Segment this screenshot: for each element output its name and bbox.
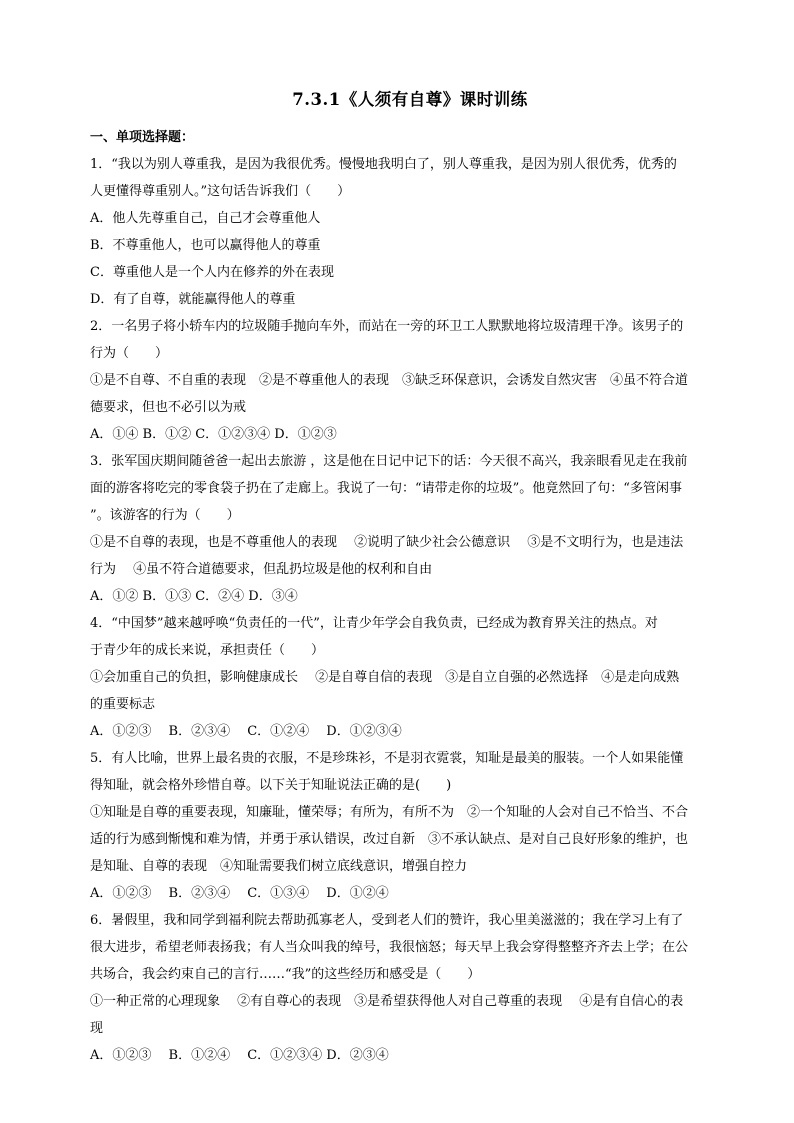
question-text-line: 于青少年的成长来说，承担责任（ ） xyxy=(90,643,325,658)
question-text-line: 德要求，但也不必引以为戒 xyxy=(90,400,247,415)
answer-option: A．①④ B．①② C．①②③④ D．①②③ xyxy=(90,427,337,442)
question-text-line: 行为（ ） xyxy=(90,346,169,361)
question-text-line: 得知耻，就会格外珍惜自尊。以下关于知耻说法正确的是( ) xyxy=(90,778,452,793)
question-text-line: ①知耻是自尊的重要表现，知廉耻，懂荣辱；有所为，有所不为 ②一个知耻的人会对自己不恰当、不合 xyxy=(90,805,689,820)
question-text-line: 适的行为感到惭愧和难为情，并勇于承认错误，改过自新 ③不承认缺点、是对自己良好形象的维护，也 xyxy=(90,832,689,847)
question-text-line: 4．“中国梦”越来越呼唤“负责任的一代”，让青少年学会自我负责，已经成为教育界关注的热点。对 xyxy=(90,616,658,631)
question-text-line: 5．有人比喻，世界上最名贵的衣服，不是珍珠衫，不是羽衣霓裳，知耻是最美的服装。一个人如果能懂 xyxy=(90,751,684,766)
question-text-line: ①是不自尊的表现，也是不尊重他人的表现 ②说明了缺少社会公德意识 ③是不文明行为，也是违法 xyxy=(90,535,684,550)
answer-option: A．①②③ B．②③④ C．①②④ D．①②③④ xyxy=(90,724,402,739)
question-text-line: ”。该游客的行为（ ） xyxy=(90,508,240,523)
answer-option: A．①② B．①③ C．②④ D．③④ xyxy=(90,589,298,604)
question-text-line: ①是不自尊、不自重的表现 ②是不尊重他人的表现 ③缺乏环保意识，会诱发自然灾害 ④虽不符合道 xyxy=(90,373,689,388)
question-text-line: 是知耻、自尊的表现 ④知耻需要我们树立底线意识，增强自控力 xyxy=(90,859,468,874)
question-6 xyxy=(90,907,730,1069)
question-5 xyxy=(90,745,730,907)
question-text-line: 3．张军国庆期间随爸爸一起出去旅游 ，这是他在日记中记下的话：今天很不高兴，我亲眼看见走在我前 xyxy=(90,454,688,469)
answer-option: A．①②③ B．①②④ C．①②③④ D．②③④ xyxy=(90,1048,389,1063)
document-title: 7.3.1《人须有自尊》课时训练 xyxy=(292,90,528,109)
answer-option: D．有了自尊，就能赢得他人的尊重 xyxy=(90,292,296,307)
question-text-line: 现 xyxy=(90,1021,104,1036)
question-1 xyxy=(90,151,730,313)
question-text-line: 很大进步，希望老师表扬我；有人当众叫我的绰号，我很恼怒；每天早上我会穿得整整齐齐去上学；在公 xyxy=(90,940,689,955)
question-text-line: 6．暑假里，我和同学到福利院去帮助孤寡老人，受到老人们的赞许，我心里美滋滋的；我在学习上有了 xyxy=(90,913,684,928)
question-text-line: 面的游客将吃完的零食袋子扔在了走廊上。我说了一句：“请带走你的垃圾”。他竟然回了句：“多管闲事 xyxy=(90,481,682,496)
answer-option: C．尊重他人是一个人内在修养的外在表现 xyxy=(90,265,334,280)
question-3 xyxy=(90,448,730,610)
question-text-line: 共场合，我会约束自己的言行……“我”的这些经历和感受是（ ） xyxy=(90,967,481,982)
question-2 xyxy=(90,313,730,448)
question-text-line: 行为 ④虽不符合道德要求，但乱扔垃圾是他的权利和自由 xyxy=(90,562,433,577)
question-text-line: 人更懂得尊重别人。”这句话告诉我们（ ） xyxy=(90,184,351,199)
question-text-line: ①会加重自己的负担，影响健康成长 ②是自尊自信的表现 ③是自立自强的必然选择 ④是走向成熟 xyxy=(90,670,680,685)
question-list xyxy=(90,151,730,1069)
answer-option: A．①②③ B．②③④ C．①③④ D．①②④ xyxy=(90,886,389,901)
document-page xyxy=(90,86,730,1069)
question-text-line: 1．“我以为别人尊重我，是因为我很优秀。慢慢地我明白了，别人尊重我，是因为别人很优秀，优秀的 xyxy=(90,157,677,172)
section-heading: 一、单项选择题： xyxy=(90,130,195,145)
answer-option: B．不尊重他人，也可以赢得他人的尊重 xyxy=(90,238,321,253)
question-text-line: 的重要标志 xyxy=(90,697,156,712)
question-4 xyxy=(90,610,730,745)
question-text-line: 2．一名男子将小轿车内的垃圾随手抛向车外，而站在一旁的环卫工人默默地将垃圾清理干净。该男子的 xyxy=(90,319,684,334)
question-text-line: ①一种正常的心理现象 ②有自尊心的表现 ③是希望获得他人对自己尊重的表现 ④是有自信心的表 xyxy=(90,994,684,1009)
answer-option: A．他人先尊重自己，自己才会尊重他人 xyxy=(90,211,321,226)
